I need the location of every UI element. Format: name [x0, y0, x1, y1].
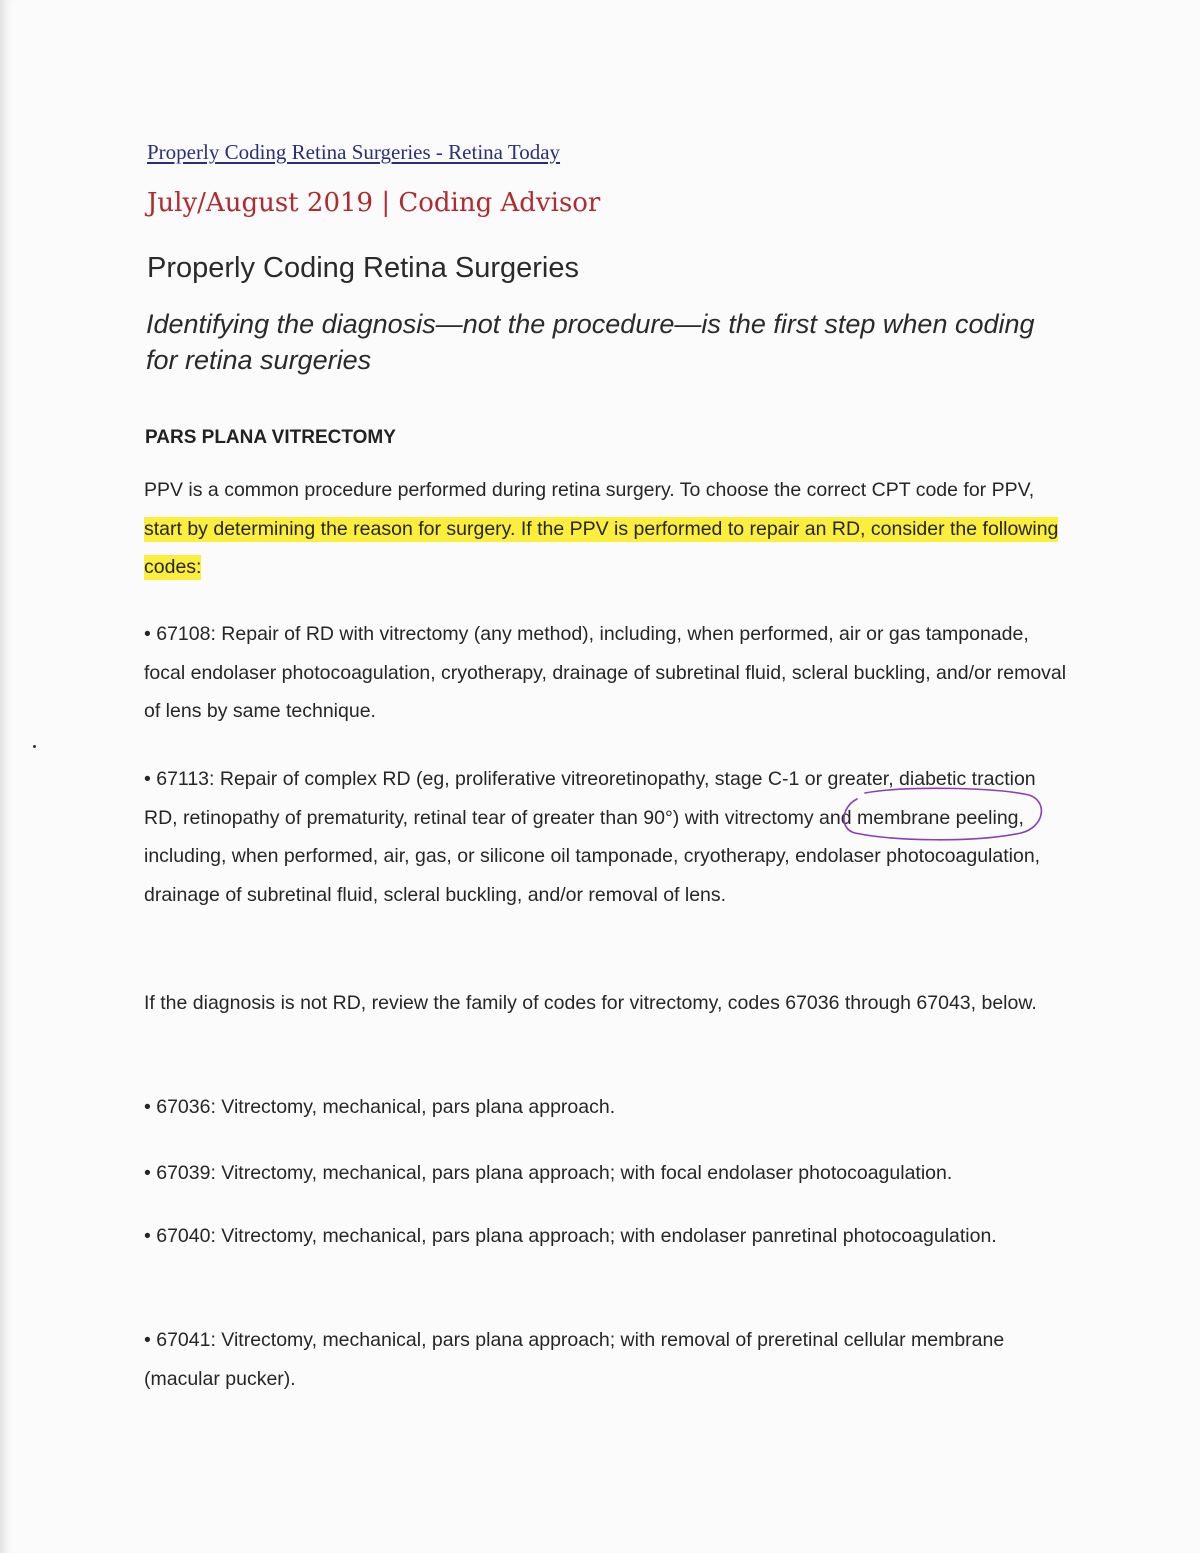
- code-67040-item: • 67040: Vitrectomy, mechanical, pars plana approach; with endolaser panretinal photocoagulation.: [144, 1225, 997, 1247]
- code-67113-text-end: , including, when performed, air, gas, or silicone oil tamponade, cryotherapy, endolaser photocoagulation, drainage of subretinal fluid, scleral buckling, and/or removal of lens.: [144, 806, 1041, 906]
- code-67113-item: [144, 760, 1074, 914]
- circled-text: membrane peeling: [857, 806, 1019, 829]
- intro-text: PPV is a common procedure performed during retina surgery. To choose the correct CPT code for PPV,: [144, 479, 1035, 501]
- article-subtitle: Identifying the diagnosis—not the procedure—is the first step when coding for retina surgeries: [146, 309, 1035, 375]
- circled-phrase: [857, 799, 1019, 838]
- non-rd-note: If the diagnosis is not RD, review the family of codes for vitrectomy, codes 67036 through 67043, below.: [144, 992, 1037, 1014]
- intro-paragraph: [144, 471, 1074, 587]
- code-67036-item: • 67036: Vitrectomy, mechanical, pars plana approach.: [144, 1096, 616, 1118]
- code-67041-item: • 67041: Vitrectomy, mechanical, pars plana approach; with removal of preretinal cellular membrane (macular pucker).: [144, 1329, 1005, 1390]
- code-67113-text: • 67113: Repair of complex RD (eg, proliferative vitreoretinopathy, stage C-1 or greater, diabetic traction RD, retinopathy of prematurity, retinal tear of greater than 90°) with vitrectomy and: [144, 768, 1036, 829]
- issue-line: July/August 2019 | Coding Advisor: [147, 188, 601, 218]
- article-title: Properly Coding Retina Surgeries: [147, 252, 579, 284]
- scan-speck: [33, 745, 36, 748]
- highlighted-text: start by determining the reason for surgery. If the PPV is performed to repair an RD, consider the following codes:: [144, 517, 1059, 578]
- code-67039-item: • 67039: Vitrectomy, mechanical, pars plana approach; with focal endolaser photocoagulation.: [144, 1162, 953, 1184]
- section-heading: PARS PLANA VITRECTOMY: [145, 427, 396, 448]
- code-67108-item: • 67108: Repair of RD with vitrectomy (any method), including, when performed, air or gas tamponade, focal endolaser photocoagulation, cryotherapy, drainage of subretinal fluid, scleral buckling, and/or removal of lens by same technique.: [144, 623, 1067, 722]
- source-link[interactable]: Properly Coding Retina Surgeries - Retina Today: [147, 140, 561, 164]
